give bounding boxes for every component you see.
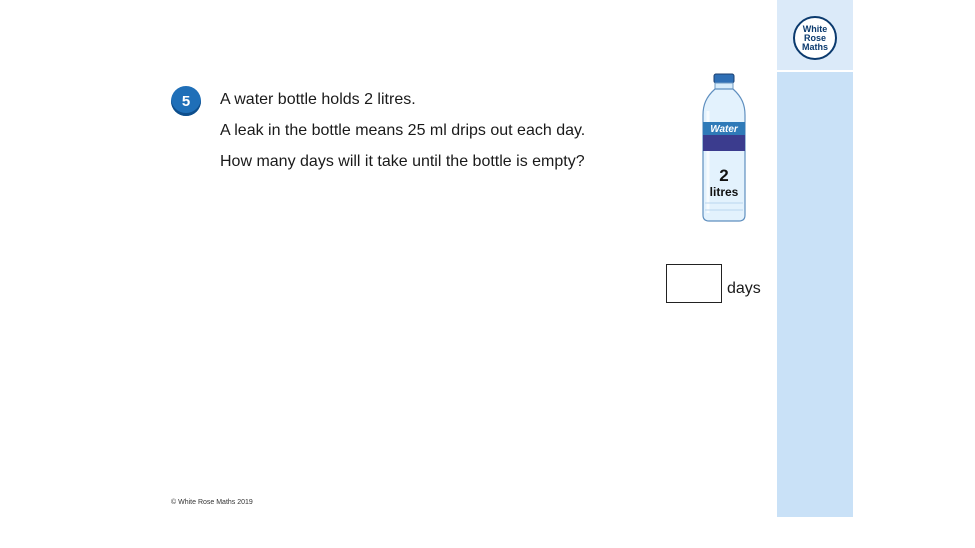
answer-unit-label: days <box>727 280 761 297</box>
question-line-3: How many days will it take until the bottle is empty? <box>220 153 585 170</box>
question-number-badge: 5 <box>171 86 201 116</box>
bottle-label: Water <box>710 124 738 135</box>
copyright-text: © White Rose Maths 2019 <box>171 499 253 506</box>
answer-input-box[interactable] <box>666 264 722 303</box>
bottle-unit: litres <box>709 185 739 199</box>
logo-line3: Maths <box>801 41 828 52</box>
logo-line2: Rose <box>803 32 826 43</box>
question-line-1: A water bottle holds 2 litres. <box>220 91 416 108</box>
white-rose-maths-logo <box>793 16 837 60</box>
question-line-2: A leak in the bottle means 25 ml drips out each day. <box>220 122 586 139</box>
logo-line1: White <box>802 23 828 34</box>
water-bottle-illustration <box>700 73 748 223</box>
bottle-amount: 2 <box>719 166 729 185</box>
right-sidebar <box>777 0 853 517</box>
sidebar-header <box>777 0 853 72</box>
